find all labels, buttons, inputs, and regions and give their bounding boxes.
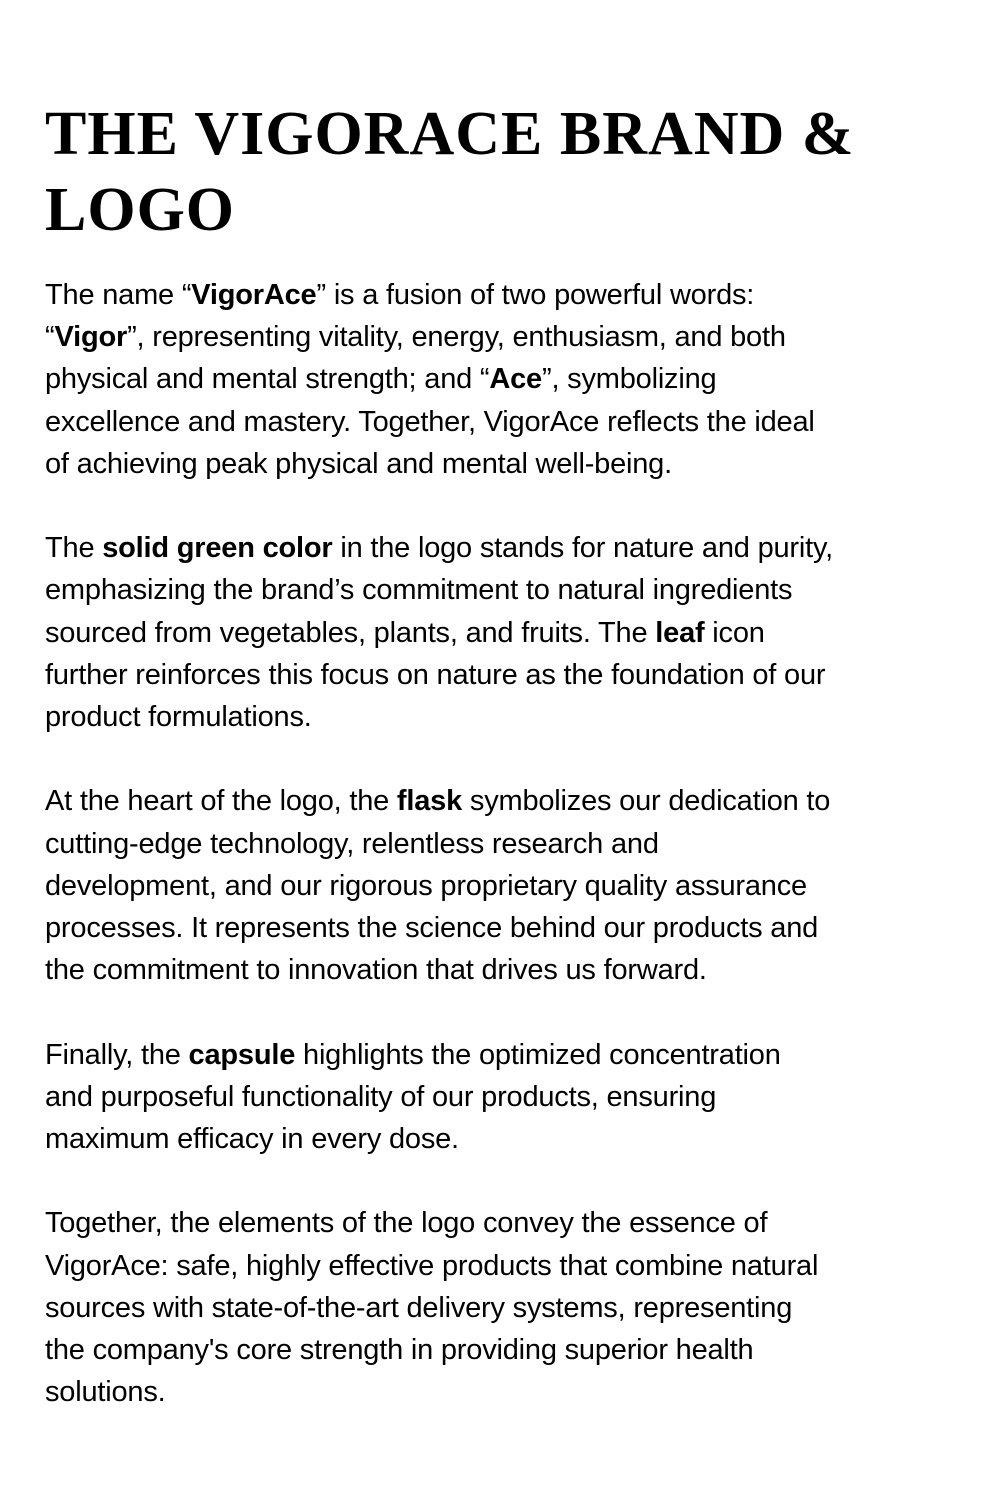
text-line: the commitment to innovation that drives us forward. [45, 954, 707, 987]
text-line: product formulations. [45, 701, 312, 734]
text-line: maximum efficacy in every dose. [45, 1123, 459, 1156]
paragraph-brand-name [45, 274, 965, 485]
text-line: sourced from vegetables, plants, and fruits. The leaf icon [45, 616, 765, 649]
text-line: processes. It represents the science behind our products and [45, 912, 819, 945]
text-line: cutting-edge technology, relentless research and [45, 827, 659, 860]
emphasis-text: Ace [489, 363, 542, 396]
document-page [45, 96, 965, 1456]
emphasis-text: Vigor [54, 321, 128, 354]
text-line: Finally, the capsule highlights the optimized concentration [45, 1038, 781, 1071]
text-line: At the heart of the logo, the flask symbolizes our dedication to [45, 785, 831, 818]
text-line: The solid green color in the logo stands for nature and purity, [45, 532, 833, 565]
emphasis-text: solid green color [102, 532, 333, 565]
text-line: sources with state-of-the-art delivery systems, representing [45, 1291, 793, 1324]
text-line: development, and our rigorous proprietary quality assurance [45, 869, 807, 902]
emphasis-text: leaf [655, 616, 705, 649]
text-line: physical and mental strength; and “Ace”, symbolizing [45, 363, 717, 396]
text-line: solutions. [45, 1376, 166, 1409]
text-line: VigorAce: safe, highly effective products that combine natural [45, 1249, 819, 1282]
emphasis-text: flask [396, 785, 463, 818]
paragraph-capsule [45, 1034, 965, 1161]
title-line: THE VIGORACE BRAND & [45, 100, 855, 168]
text-line: The name “VigorAce” is a fusion of two powerful words: [45, 279, 755, 311]
title-line: LOGO [45, 176, 236, 244]
body-text [45, 274, 965, 1413]
paragraph-green-color [45, 527, 965, 738]
text-line: emphasizing the brand’s commitment to natural ingredients [45, 574, 793, 607]
page-title [45, 96, 965, 248]
text-line: and purposeful functionality of our products, ensuring [45, 1080, 717, 1113]
text-line: excellence and mastery. Together, VigorAce reflects the ideal [45, 405, 815, 438]
paragraph-flask [45, 780, 965, 991]
text-line: Together, the elements of the logo convey the essence of [45, 1207, 768, 1240]
text-line: further reinforces this focus on nature as the foundation of our [45, 658, 826, 691]
text-line: “Vigor”, representing vitality, energy, enthusiasm, and both [45, 321, 786, 354]
text-line: of achieving peak physical and mental well-being. [45, 447, 672, 480]
text-line: the company's core strength in providing superior health [45, 1334, 754, 1367]
emphasis-text: capsule [188, 1038, 296, 1071]
emphasis-text: VigorAce [191, 279, 317, 311]
paragraph-summary [45, 1202, 965, 1413]
